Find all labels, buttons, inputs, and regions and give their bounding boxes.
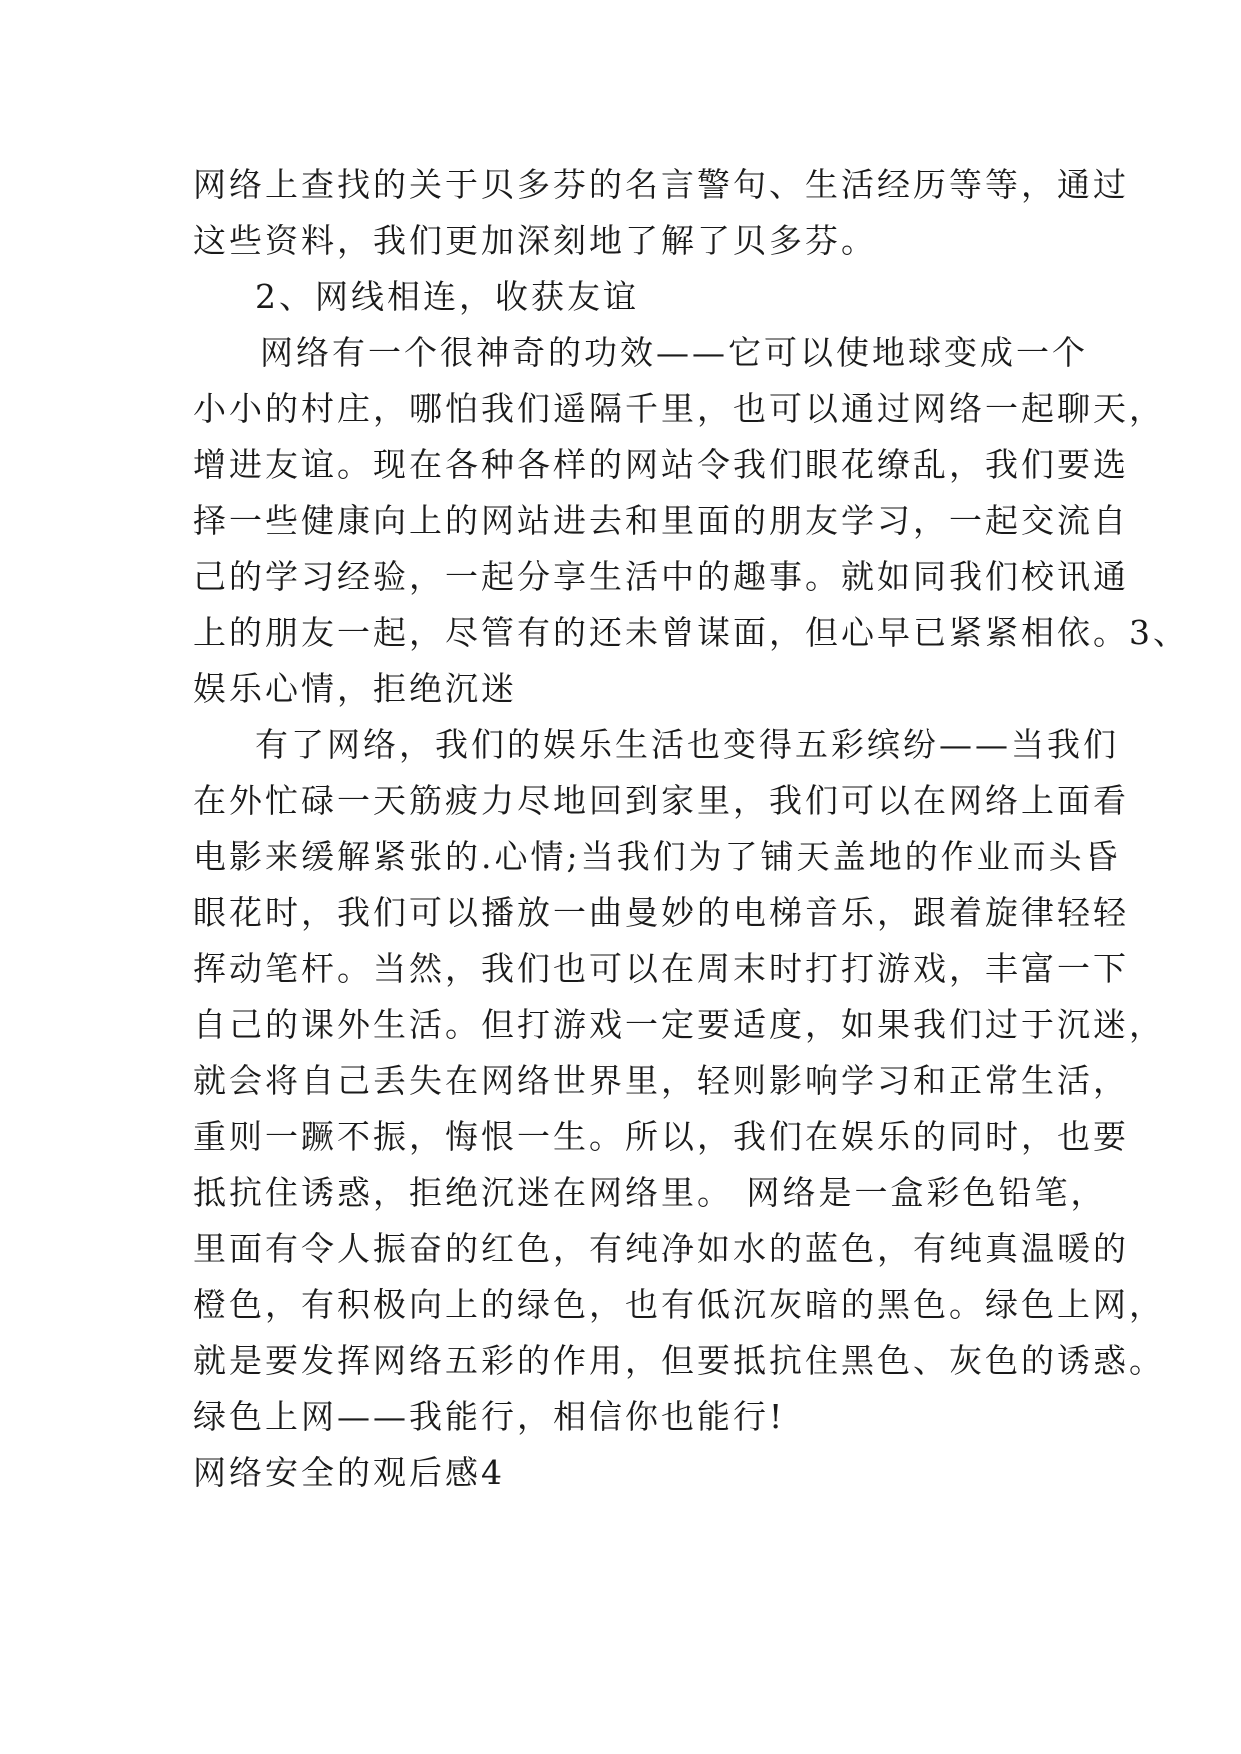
text-line: 有了网络，我们的娱乐生活也变得五彩缤纷——当我们: [255, 725, 1119, 764]
text-line: 网络上查找的关于贝多芬的名言警句、生活经历等等，通过: [193, 165, 1129, 204]
text-line: 挥动笔杆。当然，我们也可以在周末时打打游戏，丰富一下: [193, 949, 1129, 988]
text-line: 电影来缓解紧张的.心情;当我们为了铺天盖地的作业而头昏: [193, 837, 1121, 876]
text-line: 里面有令人振奋的红色，有纯净如水的蓝色，有纯真温暖的: [193, 1229, 1129, 1268]
text-line: 这些资料，我们更加深刻地了解了贝多芬。: [193, 221, 877, 260]
text-line: 绿色上网——我能行，相信你也能行!: [193, 1397, 786, 1436]
text-line: 在外忙碌一天筋疲力尽地回到家里，我们可以在网络上面看: [193, 781, 1129, 820]
text-line: 重则一蹶不振，悔恨一生。所以，我们在娱乐的同时，也要: [193, 1117, 1129, 1156]
text-line: 增进友谊。现在各种各样的网站令我们眼花缭乱，我们要选: [193, 445, 1129, 484]
text-line: 抵抗住诱惑，拒绝沉迷在网络里。 网络是一盒彩色铅笔，: [193, 1173, 1107, 1212]
section-heading: 娱乐心情，拒绝沉迷: [193, 669, 517, 708]
text-line: 择一些健康向上的网站进去和里面的朋友学习，一起交流自: [193, 501, 1129, 540]
text-line: 橙色，有积极向上的绿色，也有低沉灰暗的黑色。绿色上网，: [193, 1285, 1165, 1324]
text-line: 网络有一个很神奇的功效——它可以使地球变成一个: [260, 333, 1088, 372]
text-line: 眼花时，我们可以播放一曲曼妙的电梯音乐，跟着旋律轻轻: [193, 893, 1129, 932]
text-line: 小小的村庄，哪怕我们遥隔千里，也可以通过网络一起聊天，: [193, 389, 1165, 428]
text-line: 上的朋友一起，尽管有的还未曾谋面，但心早已紧紧相依。3、: [193, 613, 1189, 652]
essay-title: 网络安全的观后感4: [193, 1453, 505, 1492]
section-heading: 2、网线相连，收获友谊: [255, 277, 639, 316]
text-line: 己的学习经验，一起分享生活中的趣事。就如同我们校讯通: [193, 557, 1129, 596]
text-line: 就是要发挥网络五彩的作用，但要抵抗住黑色、灰色的诱惑。: [193, 1341, 1165, 1380]
text-line: 自己的课外生活。但打游戏一定要适度，如果我们过于沉迷，: [193, 1005, 1165, 1044]
text-line: 就会将自己丢失在网络世界里，轻则影响学习和正常生活，: [193, 1061, 1129, 1100]
